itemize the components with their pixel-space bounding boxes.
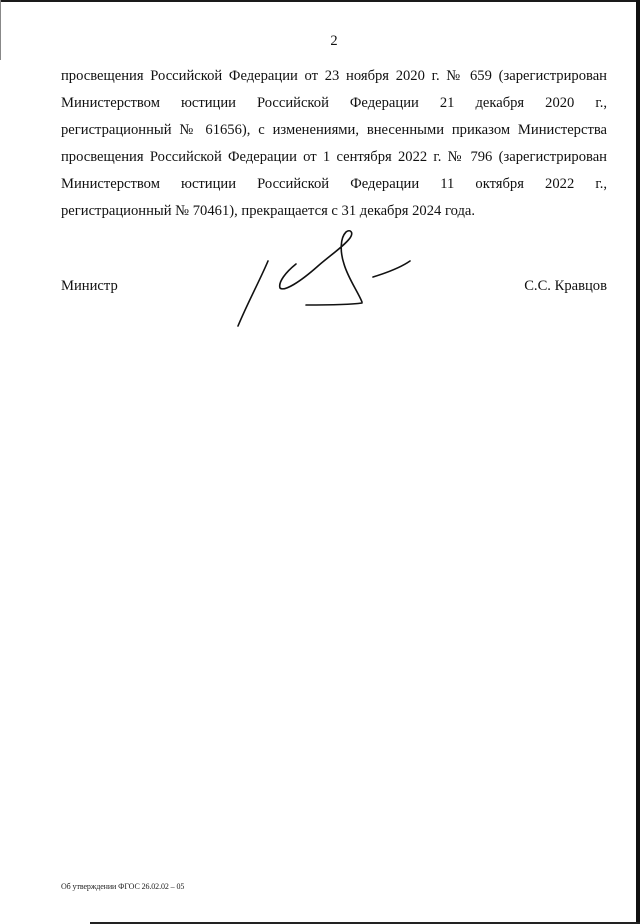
- page-number: 2: [330, 33, 338, 49]
- scan-edge-left: [0, 0, 1, 60]
- paragraph-line: просвещения Российской Федерации от 23 ноября 2020 г. № 659 (зарегистрирован: [61, 68, 607, 84]
- scan-edge-top: [0, 0, 640, 2]
- paragraph-line: просвещения Российской Федерации от 1 сентября 2022 г. № 796 (зарегистрирован: [61, 149, 607, 165]
- signatory-name: С.С. Кравцов: [524, 278, 607, 294]
- paragraph-line: Министерством юстиции Российской Федерации 21 декабря 2020 г.,: [61, 95, 607, 111]
- footer-note: Об утверждении ФГОС 26.02.02 – 05: [61, 882, 185, 891]
- paragraph-line-last: регистрационный № 70461), прекращается с 31 декабря 2024 года.: [61, 203, 476, 219]
- handwritten-signature-icon: [225, 228, 425, 338]
- signatory-title: Министр: [61, 278, 118, 294]
- body-paragraph: [61, 63, 607, 225]
- paragraph-line: Министерством юстиции Российской Федерации 11 октября 2022 г.,: [61, 176, 607, 192]
- paragraph-line: регистрационный № 61656), с изменениями, внесенными приказом Министерства: [61, 122, 607, 138]
- scan-edge-right: [636, 0, 640, 924]
